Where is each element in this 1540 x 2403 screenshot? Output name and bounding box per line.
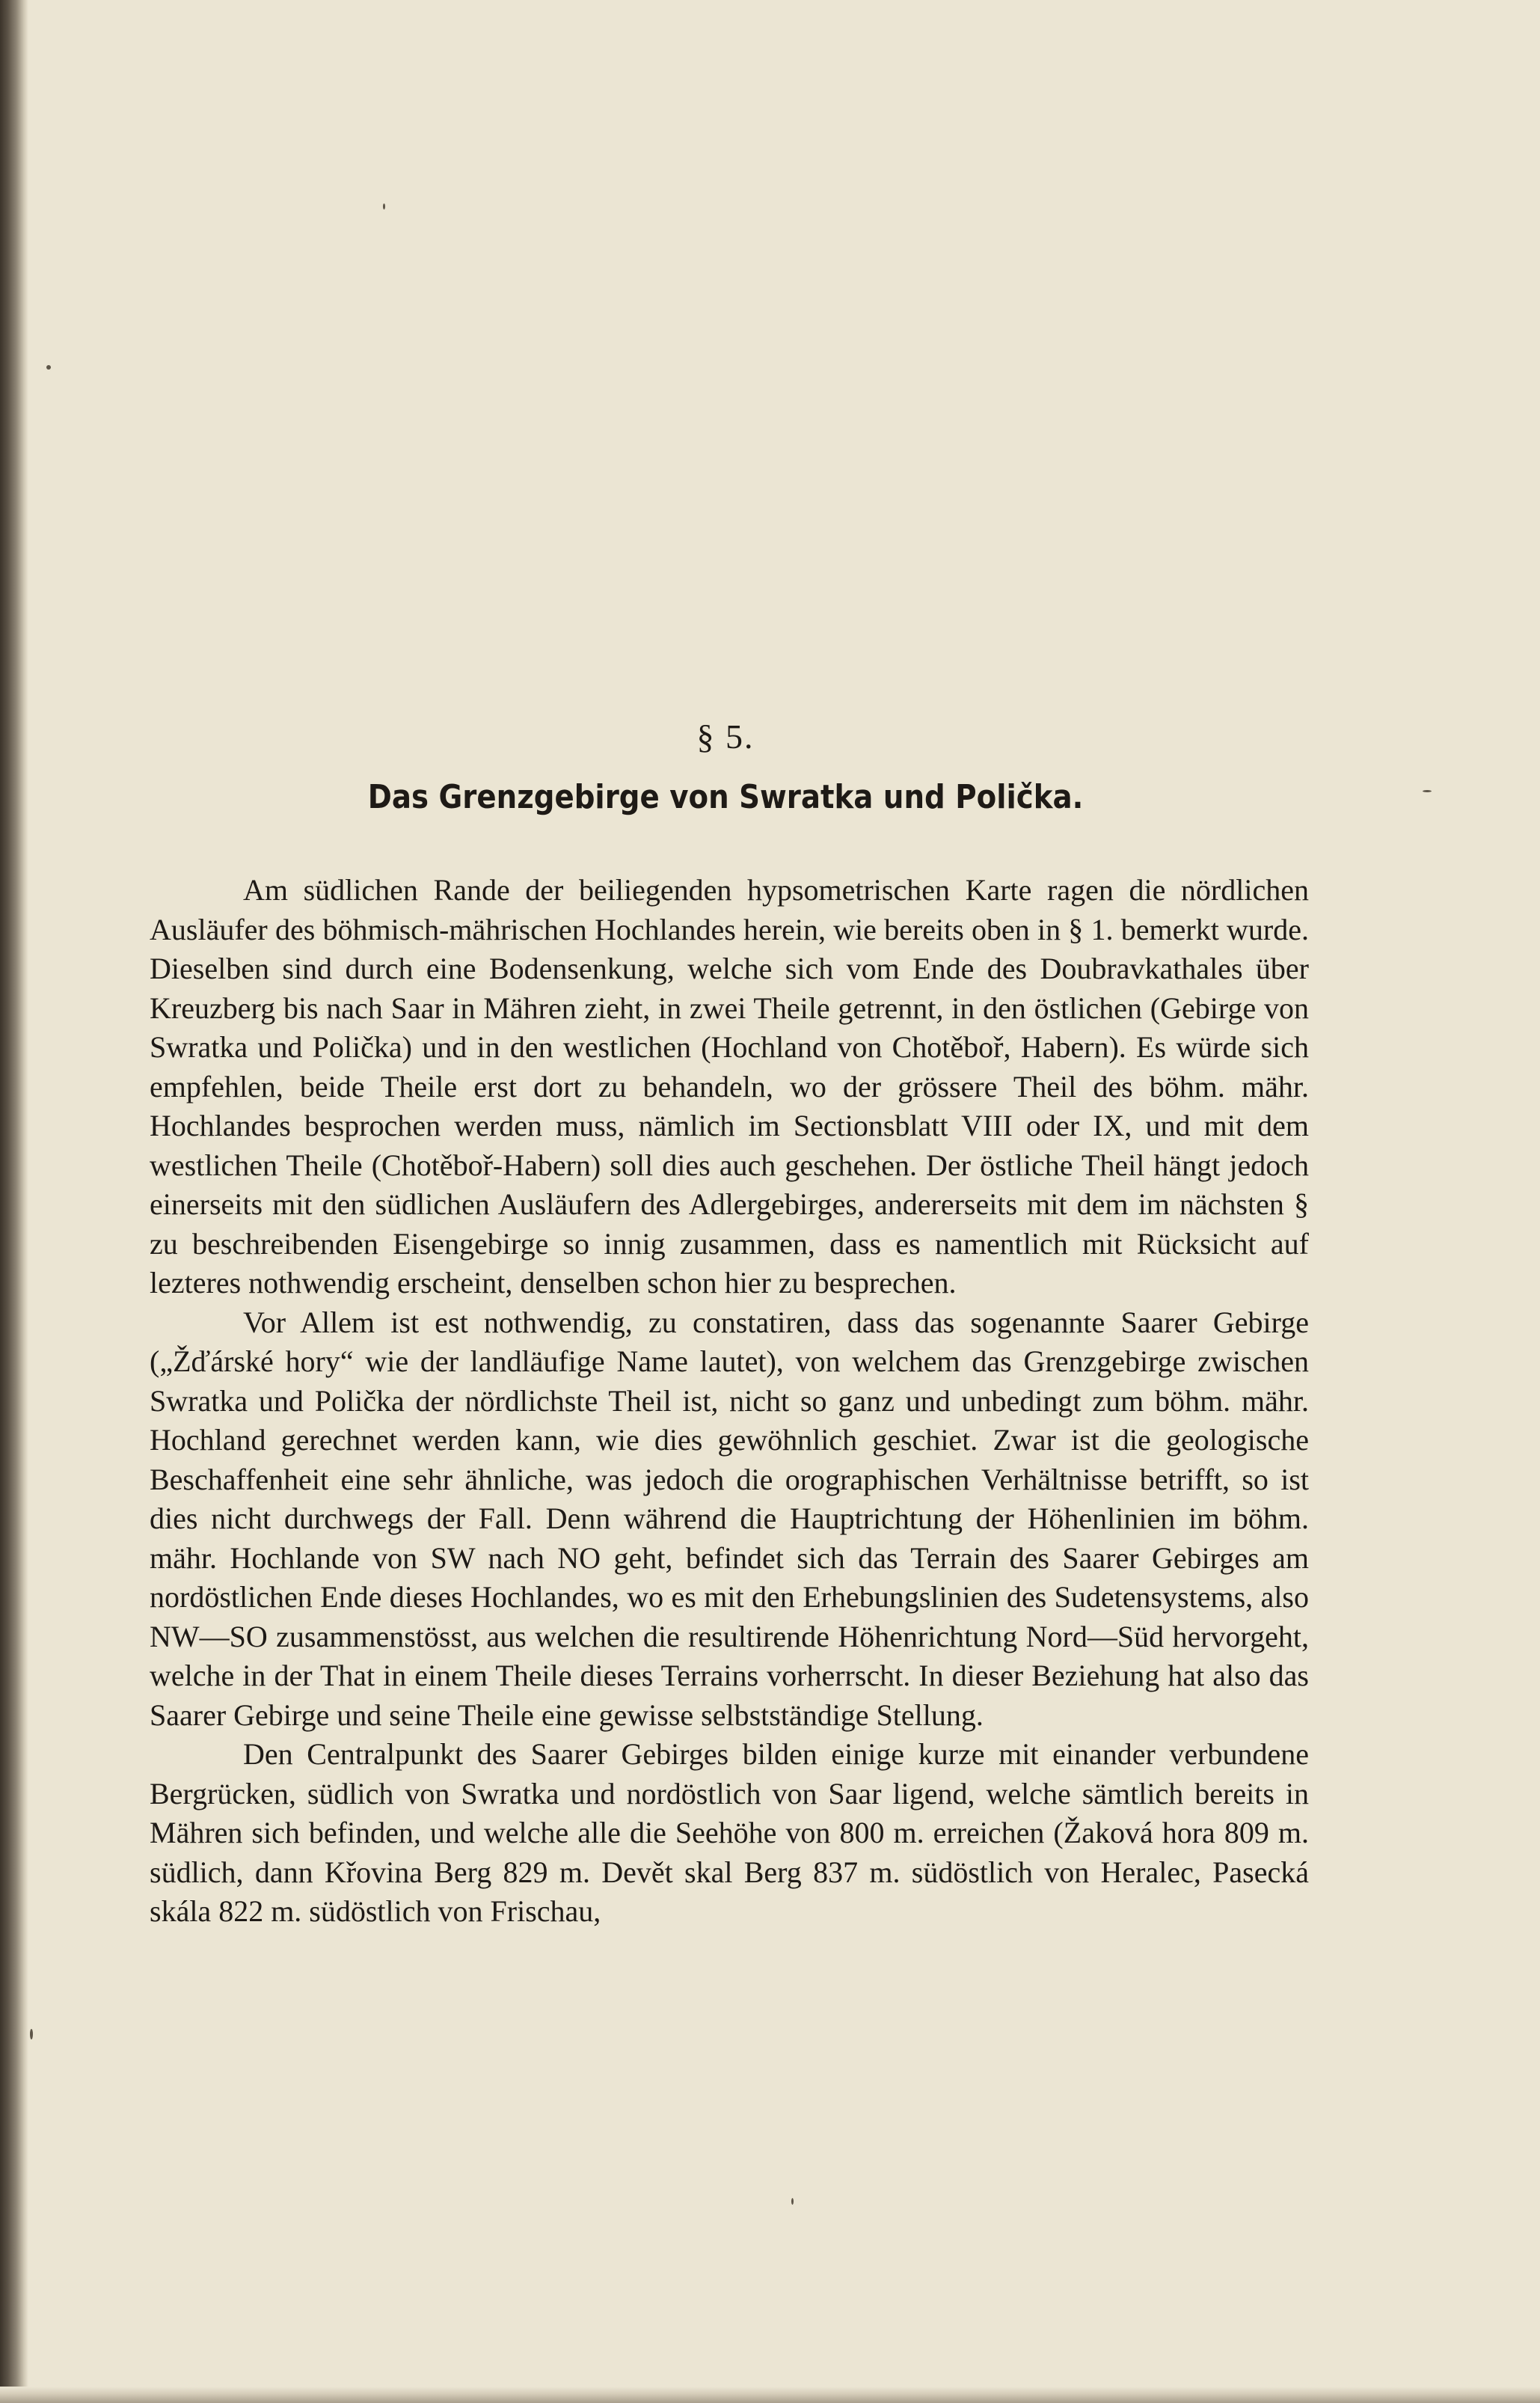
paragraph: Den Centralpunkt des Saarer Gebirges bilden einige kurze mit einander verbundene Bergrücken, südlich von Swratka und nordöstlich von Saar ligend, welche sämtlich bereits in Mähren sich befinden, und welche alle die Seehöhe von 800 m. erreichen (Žaková hora 809 m. südlich, dann Křovina Berg 829 m. Devět skal Berg 837 m. südöstlich von Heralec, Pasecká skála 822 m. südöstlich von Frischau, xyxy=(150,1737,1309,1928)
paper-speck xyxy=(1423,790,1432,792)
paragraph: Am südlichen Rande der beiliegenden hypsometrischen Karte ragen die nördlichen Ausläufer des böhmisch-mährischen Hochlandes herein, wie bereits oben in § 1. bemerkt wurde. Dieselben sind durch eine Bodensenkung, welche sich vom Ende des Doubravkathales über Kreuzberg bis nach Saar in Mähren zieht, in zwei Theile getrennt, in den östlichen (Gebirge von Swratka und Polička) und in den westlichen (Hochland von Chotěboř, Habern). Es würde sich empfehlen, beide Theile erst dort zu behandeln, wo der grössere Theil des böhm. mähr. Hochlandes besprochen werden muss, nämlich im Sectionsblatt VIII oder IX, und mit dem westlichen Theile (Chotěboř-Habern) soll dies auch geschehen. Der östliche Theil hängt jedoch einerseits mit den südlichen Ausläufern des Adlergebirges, andererseits mit dem im nächsten § zu beschreibenden Eisengebirge so innig zusammen, dass es namentlich mit Rücksicht auf lezteres nothwendig erscheint, denselben schon hier zu besprechen. xyxy=(150,873,1309,1300)
paper-speck xyxy=(791,2198,794,2205)
paper-speck xyxy=(46,365,51,370)
paper-speck xyxy=(383,203,385,209)
body-text xyxy=(150,871,1309,1932)
book-binding-edge xyxy=(0,0,28,2403)
paragraph: Vor Allem ist est nothwendig, zu constatiren, dass das sogenannte Saarer Gebirge („Žďárské hory“ wie der landläufige Name lautet), von welchem das Grenzgebirge zwischen Swratka und Polička der nördlichste Theil ist, nicht so ganz und unbedingt zum böhm. mähr. Hochland gerechnet werden kann, wie dies gewöhnlich geschiet. Zwar ist die geologische Beschaffenheit eine sehr ähnliche, was jedoch die orographischen Verhältnisse betrifft, so ist dies nicht durchwegs der Fall. Denn während die Hauptrichtung der Höhenlinien im böhm. mähr. Hochlande von SW nach NO geht, befindet sich das Terrain des Saarer Gebirges am nordöstlichen Ende dieses Hochlandes, wo es mit den Erhebungslinien des Sudetensystems, also NW—SO zusammenstösst, aus welchen die resultirende Höhenrichtung Nord—Süd hervorgeht, welche in der That in einem Theile dieses Terrains vorherrscht. In dieser Beziehung hat also das Saarer Gebirge und seine Theile eine gewisse selbstständige Stellung. xyxy=(150,1305,1309,1732)
paper-speck xyxy=(30,2029,33,2039)
page-bottom-edge xyxy=(0,2387,1540,2403)
chapter-title: Das Grenzgebirge von Swratka und Polička. xyxy=(367,778,1084,816)
section-number: § 5. xyxy=(696,717,755,756)
